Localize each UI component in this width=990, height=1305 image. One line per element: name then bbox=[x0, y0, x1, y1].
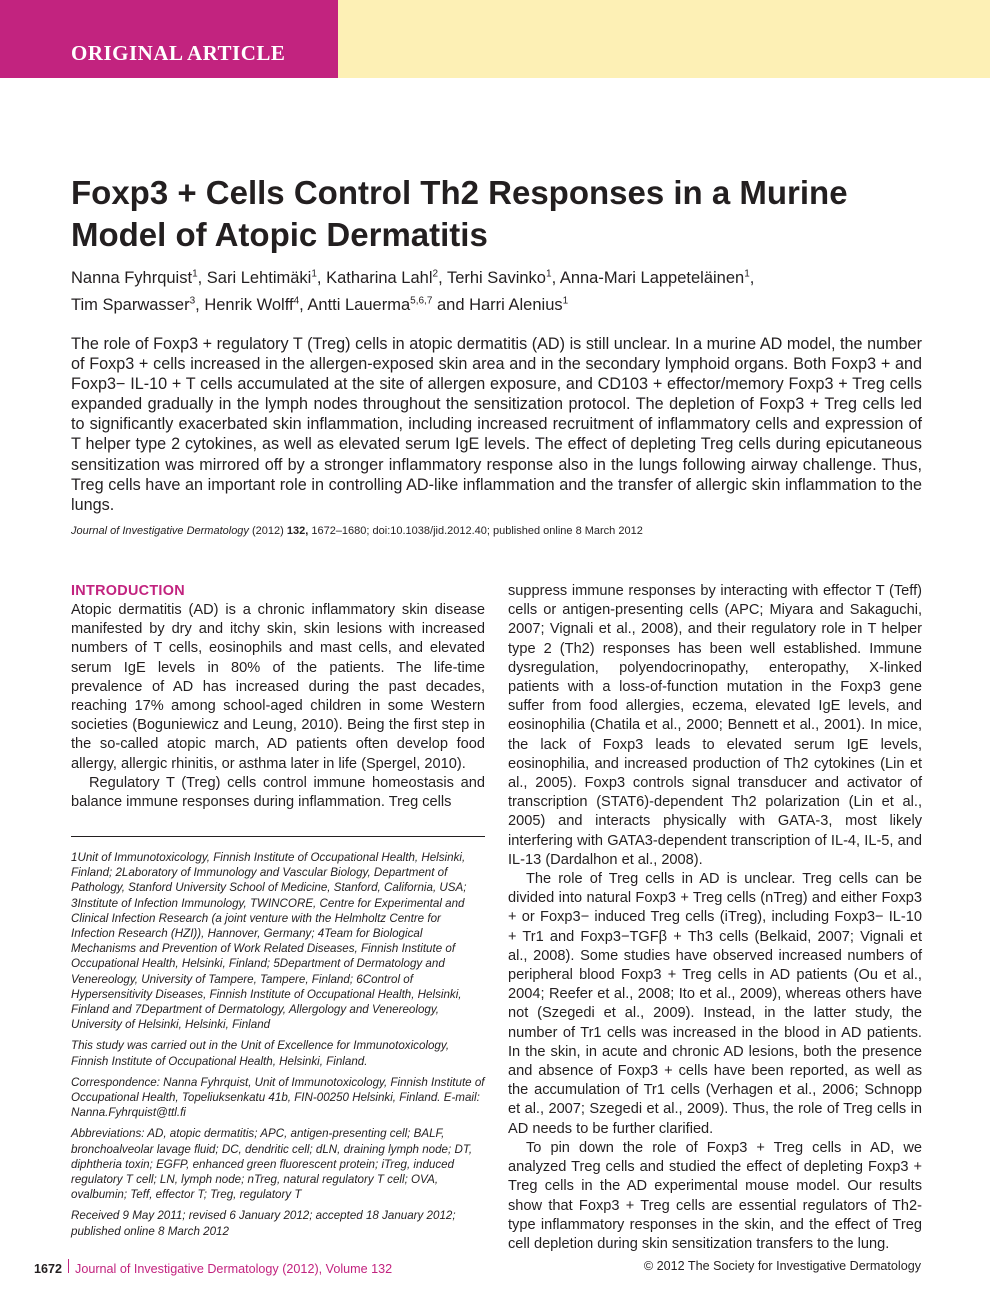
author: Harri Alenius$^1$ bbox=[469, 295, 569, 314]
abbreviations-note: Abbreviations: AD, atopic dermatitis; APC, antigen-presenting cell; BALF, bronchoalveolar lavage fluid; DC, dendritic cell; dLN, draining lymph node; DT, diphtheria toxin; EGFP, enhanced green fluorescent protein; iTreg, induced regulatory T cell; LN, lymph node; nTreg, natural regulatory T cell; OVA, ovalbumin; Teff, effector T; Treg, regulatory T bbox=[71, 1127, 473, 1202]
author-list bbox=[71, 262, 931, 317]
citation-line bbox=[71, 524, 922, 538]
footer-journal-info: Journal of Investigative Dermatology (2012), Volume 132 bbox=[75, 1262, 393, 1276]
footer-divider bbox=[68, 1259, 69, 1273]
author: Antti Lauerma$^{5,6,7}$ and bbox=[307, 295, 470, 314]
received-note: Received 9 May 2011; revised 6 January 2012; accepted 18 January 2012; published online 8 March 2012 bbox=[71, 1209, 456, 1238]
affiliations-note: 1Unit of Immunotoxicology, Finnish Institute of Occupational Health, Helsinki, Finland; 2Laboratory of Immunology and Vascular Biology, Department of Pathology, Stanford University School of Medicine, Stanford, California, USA; 3Institute of Infection Immunology, TWINCORE, Centre for Experimental and Clinical Infection Research (a joint venture with the Helmholtz Centre for Infection Research (HZI)), Hannover, Germany; 4Team for Biological Mechanisms and Prevention of Work Related Diseases, Finnish Institute of Occupational Health, Helsinki, Finland; 5Department of Dermatology and Venereology, University of Tampere, Tampere, Finland; 6Control of Hypersensitivity Diseases, Finnish Institute of Occupational Health, Helsinki, Finland and 7Department of Dermatology, Allergology and Venereology, University of Helsinki, Helsinki, Finland bbox=[71, 851, 467, 1032]
section-label: ORIGINAL ARTICLE bbox=[71, 41, 286, 65]
header-banner-magenta bbox=[0, 0, 338, 78]
correspondence-note: Correspondence: Nanna Fyhrquist, Unit of Immunotoxicology, Finnish Institute of Occupational Health, Topeliuksenkatu 41b, FIN-00250 Helsinki, Finland. E-mail: Nanna.Fyhrquist@ttl.fi bbox=[71, 1075, 485, 1120]
body-paragraph: The role of Treg cells in AD is unclear. Treg cells can be divided into natural Foxp3 + Treg cells (nTreg) and either Foxp3 + or Foxp3− induced Treg cells (iTreg), including Foxp3− IL-10 + Tr1 and Foxp3−TGFβ + Th3 cells (Belkaid, 2007; Vignali et al., 2008). Some studies have observed increased numbers of peripheral blood Foxp3 + Treg cells in AD patients (Ou et al., 2004; Reefer et al., 2008; Ito et al., 2009), whereas others have not (Szegedi et al., 2009). Instead, in the latter study, the number of Tr1 cells was increased in the blood in AD patients. In the skin, in acute and chronic AD lesions, both the presence and absence of Foxp3 + cells have been reported, as well as the accumulation of Tr1 cells (Verhagen et al., 2006; Schnopp et al., 2007; Szegedi et al., 2009). Thus, the role of Treg cells in AD needs to be further clarified. bbox=[508, 871, 922, 1137]
page-footer-left bbox=[34, 1259, 392, 1276]
body-paragraph: Atopic dermatitis (AD) is a chronic inflammatory skin disease manifested by dry and itchy skin, skin lesions with increased numbers of T cells, eosinophils and mast cells, and elevated serum IgE levels in 80% of the patients. The life-time prevalence of AD has increased during the past decades, reaching 17% among school-aged children in some Western societies (Boguniewicz and Leung, 2010). Being the first step in the so-called atopic march, AD patients often develop food allergy, allergic rhinitis, or asthma later in life (Spergel, 2010). bbox=[71, 602, 485, 772]
citation-year: (2012) bbox=[252, 525, 284, 537]
introduction-heading: INTRODUCTION bbox=[71, 583, 185, 599]
page-number: 1672 bbox=[34, 1262, 63, 1276]
study-note: This study was carried out in the Unit of Excellence for Immunotoxicology, Finnish Institute of Occupational Health, Helsinki, Finland. bbox=[71, 1039, 450, 1068]
author: Tim Sparwasser$^3$, bbox=[71, 295, 205, 314]
footnote-divider bbox=[71, 836, 485, 837]
citation-details: 1672–1680; doi:10.1038/jid.2012.40; published online 8 March 2012 bbox=[311, 525, 643, 537]
header-banner-yellow bbox=[338, 0, 990, 78]
body-paragraph: suppress immune responses by interacting with effector T (Teff) cells or antigen-presenting cells (APC; Miyara and Sakaguchi, 2007; Vignali et al., 2008), and their regulatory role in T helper type 2 (Th2) responses has been well established. Immune dysregulation, polyendocrinopathy, enteropathy, X-linked patients with a loss-of-function mutation in the Foxp3 gene suffer from food allergies, eczema, elevated IgE levels, and eosinophilia (Chatila et al., 2000; Bennett et al., 2001). In mice, the lack of Foxp3 leads to elevated serum IgE levels, eosinophilia, and increased production of Th2 cytokines (Lin et al., 2005). Foxp3 controls signal transducer and activator of transcription (STAT6)-dependent Th2 polarization (Lin et al., 2005) and interacts physically with GATA-3, most likely interfering with GATA3-dependent transcription of IL-4, IL-5, and IL-13 (Dardalhon et al., 2008). bbox=[508, 583, 922, 868]
right-column bbox=[508, 582, 922, 1254]
author: Sari Lehtimäki$^1$, bbox=[206, 268, 327, 287]
footer-copyright: © 2012 The Society for Investigative Dermatology bbox=[643, 1259, 921, 1273]
author: Anna-Mari Lappeteläinen$^1$, bbox=[559, 268, 755, 287]
abstract: The role of Foxp3 + regulatory T (Treg) cells in atopic dermatitis (AD) is still unclear. In a murine AD model, the number of Foxp3 + cells increased in the allergen-exposed skin area and in the secondary lymphoid organs. Both Foxp3 + and Foxp3− IL-10 + T cells accumulated at the site of allergen exposure, and CD103 + effector/memory Foxp3 + Treg cells expanded gradually in the lymph nodes throughout the sensitization protocol. The depletion of Foxp3 + Treg cells led to significantly exacerbated skin inflammation, including increased recruitment of inflammatory cells and expression of T helper type 2 cytokines, as well as elevated serum IgE levels. The effect of depleting Treg cells during epicutaneous sensitization was mirrored off by a stronger inflammatory response also in the lungs following airway challenge. Thus, Treg cells have an important role in controlling AD-like inflammation and the transfer of allergic skin inflammation to the lungs. bbox=[71, 335, 922, 514]
body-paragraph: To pin down the role of Foxp3 + Treg cells in AD, we analyzed Treg cells and studied the effect of depleting Foxp3 + Treg cells in the AD experimental mouse model. Our results show that Foxp3 + Treg cells are essential regulators of Th2-type inflammatory responses in the skin, and the effect of Treg cell depletion during skin sensitization transfers to the lung. bbox=[508, 1139, 922, 1252]
article-title: Foxp3 + Cells Control Th2 Responses in a Murine Model of Atopic Dermatitis bbox=[71, 174, 848, 253]
footnotes bbox=[71, 850, 485, 1245]
author: Nanna Fyhrquist$^1$, bbox=[71, 268, 207, 287]
author: Henrik Wolff$^4$, bbox=[204, 295, 308, 314]
author: Terhi Savinko$^1$, bbox=[446, 268, 560, 287]
author: Katharina Lahl$^2$, bbox=[326, 268, 447, 287]
citation-volume: 132, bbox=[286, 525, 309, 537]
left-column bbox=[71, 582, 485, 812]
citation-journal: Journal of Investigative Dermatology bbox=[71, 525, 249, 537]
body-paragraph: Regulatory T (Treg) cells control immune homeostasis and balance immune responses during inflammation. Treg cells bbox=[71, 774, 485, 811]
